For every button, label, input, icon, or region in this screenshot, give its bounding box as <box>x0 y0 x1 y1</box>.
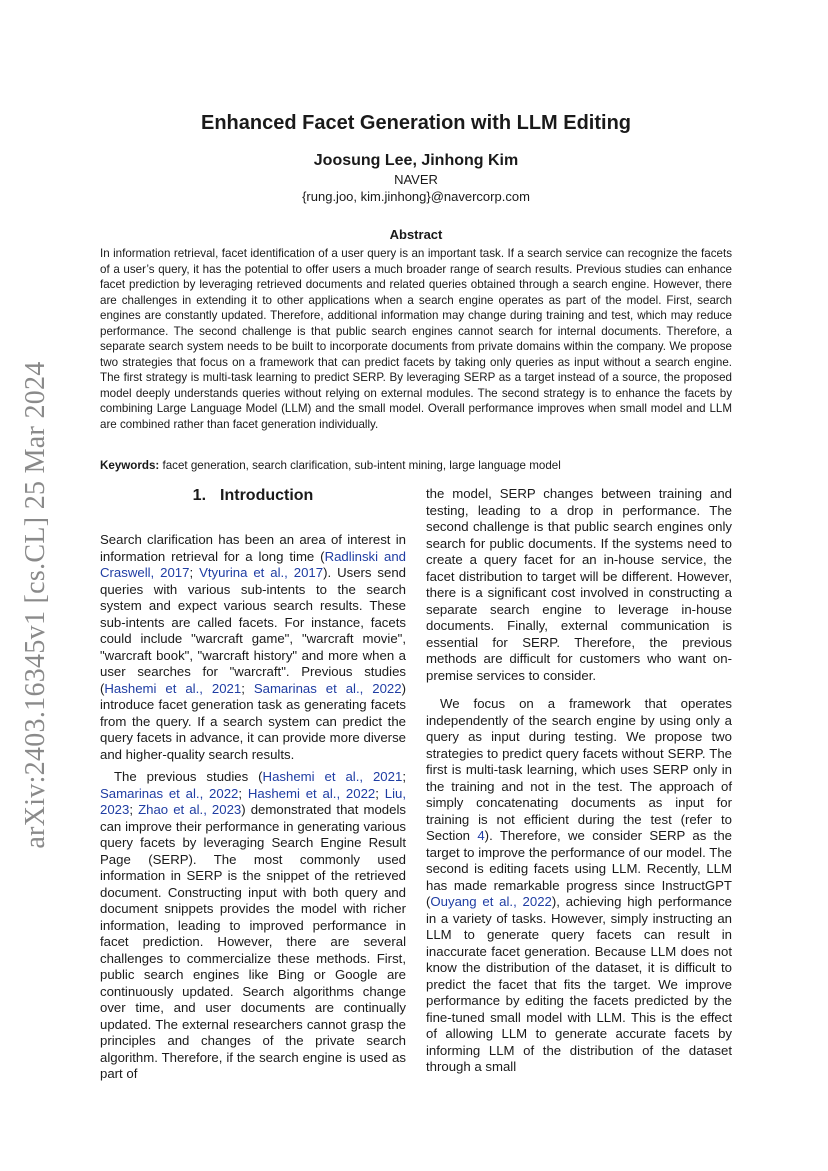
abstract-heading: Abstract <box>389 227 443 242</box>
keywords-label: Keywords: <box>100 459 160 472</box>
author-affiliation: NAVER <box>394 172 438 187</box>
citation-link[interactable]: Zhao et al., 2023 <box>138 802 242 817</box>
citation-link[interactable]: Hashemi et al., 2022 <box>247 785 376 801</box>
left-column <box>100 486 406 1089</box>
keywords <box>100 458 732 473</box>
section-reference-link[interactable]: 4 <box>477 828 485 843</box>
intro-paragraph-1: Search clarification has been an area of interest in information retrieval for a long time (Radlinski and Craswell, 2017; Vtyurina et al., 2017). Users send queries with various sub-intents to the search system and expect various search results. These sub-intents are called facets. For instance, facets could include "warcraft game", "warcraft movie", "warcraft book", "warcraft history" and more when a user searches for "warcraft". Previous studies (Hashemi et al., 2021; Samarinas et al., 2022) introduce facet generation task as generating facets from the query. If a search system can predict the query facets in advance, it can provide more diverse and higher-quality search results. <box>100 532 407 762</box>
citation-link[interactable]: Samarinas et al., 2022 <box>100 785 239 801</box>
citation-link[interactable]: Vtyurina et al., 2017 <box>199 565 324 580</box>
author-email: {rung.joo, kim.jinhong}@navercorp.com <box>302 189 530 204</box>
intro-paragraph-3: the model, SERP changes between training and testing, leading to a drop in performance. The second challenge is that public search engines only search for public documents. If the systems need to create a query facet for an in-house service, the facet distribution to target will be different. However, there is a significant cost involved in constructing a separate search engine to leverage in-house documents. Finally, external communication is essential for SERP. Therefore, the previous methods are difficult for customers who want on-premise services to consider. <box>426 486 732 683</box>
right-column <box>426 486 732 1082</box>
citation-link[interactable]: Hashemi et al., 2021 <box>262 769 403 784</box>
paper-title: Enhanced Facet Generation with LLM Editing <box>200 112 632 134</box>
abstract-text: In information retrieval, facet identification of a user query is an important task. If a search service can recognize the facets of a user’s query, it has the potential to offer users a much broader range of search results. Previous studies can enhance facet prediction by leveraging retrieved documents and related queries obtained through a search engine. However, there are challenges in extending it to other applications when a search engine operates as part of the model. First, search engines are constantly updated. Therefore, additional information may change during training and test, which may reduce performance. The second challenge is that public search engines cannot search for internal documents. Therefore, a separate search system needs to be built to incorporate documents from private domains within the company. We propose two strategies that focus on a framework that can predict facets by taking only queries as input without a search engine. The first strategy is multi-task learning to predict SERP. By leveraging SERP as a target instead of a source, the proposed model deeply understands queries without relying on external modules. The second strategy is to enhance the facets by combining Large Language Model (LLM) and the small model. Overall performance improves when small model and LLM are combined rather than facet generation individually. <box>100 247 732 431</box>
citation-link[interactable]: Ouyang et al., 2022 <box>430 894 552 909</box>
intro-paragraph-4: We focus on a framework that operates independently of the search engine by using only a query as input during testing. We propose two strategies to predict query facets without SERP. The first is multi-task learning, which uses SERP only in the training and not in the test. The approach of simply concatenating documents as input for training is not efficient during the test (refer to Section 4). Therefore, we consider SERP as the target to improve the performance of our model. The second is editing facets using LLM. Recently, LLM has made remarkable progress since InstructGPT (Ouyang et al., 2022), achieving high performance in a variety of tasks. However, simply instructing an LLM to generate query facets can result in inaccurate facet generation. Because LLM does not know the distribution of the dataset, it is difficult to predict the facet that fits the target. We improve performance by editing the facets predicted by the fine-tuned small model with LLM. This is the effect of allowing LLM to generate accurate facets by informing LLM of the distribution of the dataset through a small <box>426 696 732 1074</box>
citation-link[interactable]: Radlinski and Craswell, 2017 <box>100 548 406 580</box>
section-number: 1. <box>192 487 207 504</box>
paper-authors: Joosung Lee, Jinhong Kim <box>313 152 519 169</box>
section-heading-introduction <box>100 486 406 506</box>
keywords-text: facet generation, search clarification, sub-intent mining, large language model <box>159 459 561 472</box>
citation-link[interactable]: Samarinas et al., 2022 <box>253 680 402 696</box>
citation-link[interactable]: Hashemi et al., 2021 <box>104 680 242 696</box>
section-title: Introduction <box>220 487 314 504</box>
arxiv-identifier-text: arXiv:2403.16345v1 [cs.CL] 25 Mar 2024 <box>20 361 51 849</box>
intro-paragraph-2: The previous studies (Hashemi et al., 2021; Samarinas et al., 2022; Hashemi et al., 2022; Liu, 2023; Zhao et al., 2023) demonstrated that models can improve their performance in generating various query facets by leveraging Search Engine Result Page (SERP). The most commonly used information in SERP is the snippet of the retrieved document. Constructing input with both query and document snippets provides the model with richer information, leading to improved performance in facet prediction. However, there are several challenges to commercialize these methods. First, public search engines like Bing or Google are continuously updated. Search algorithms change over time, and user documents are continually updated. The external researchers cannot grasp the principles and changes of the private search algorithm. Therefore, if the search engine is used as part of <box>100 769 407 1081</box>
citation-link[interactable]: Liu, 2023 <box>100 785 407 817</box>
arxiv-identifier <box>18 360 54 850</box>
